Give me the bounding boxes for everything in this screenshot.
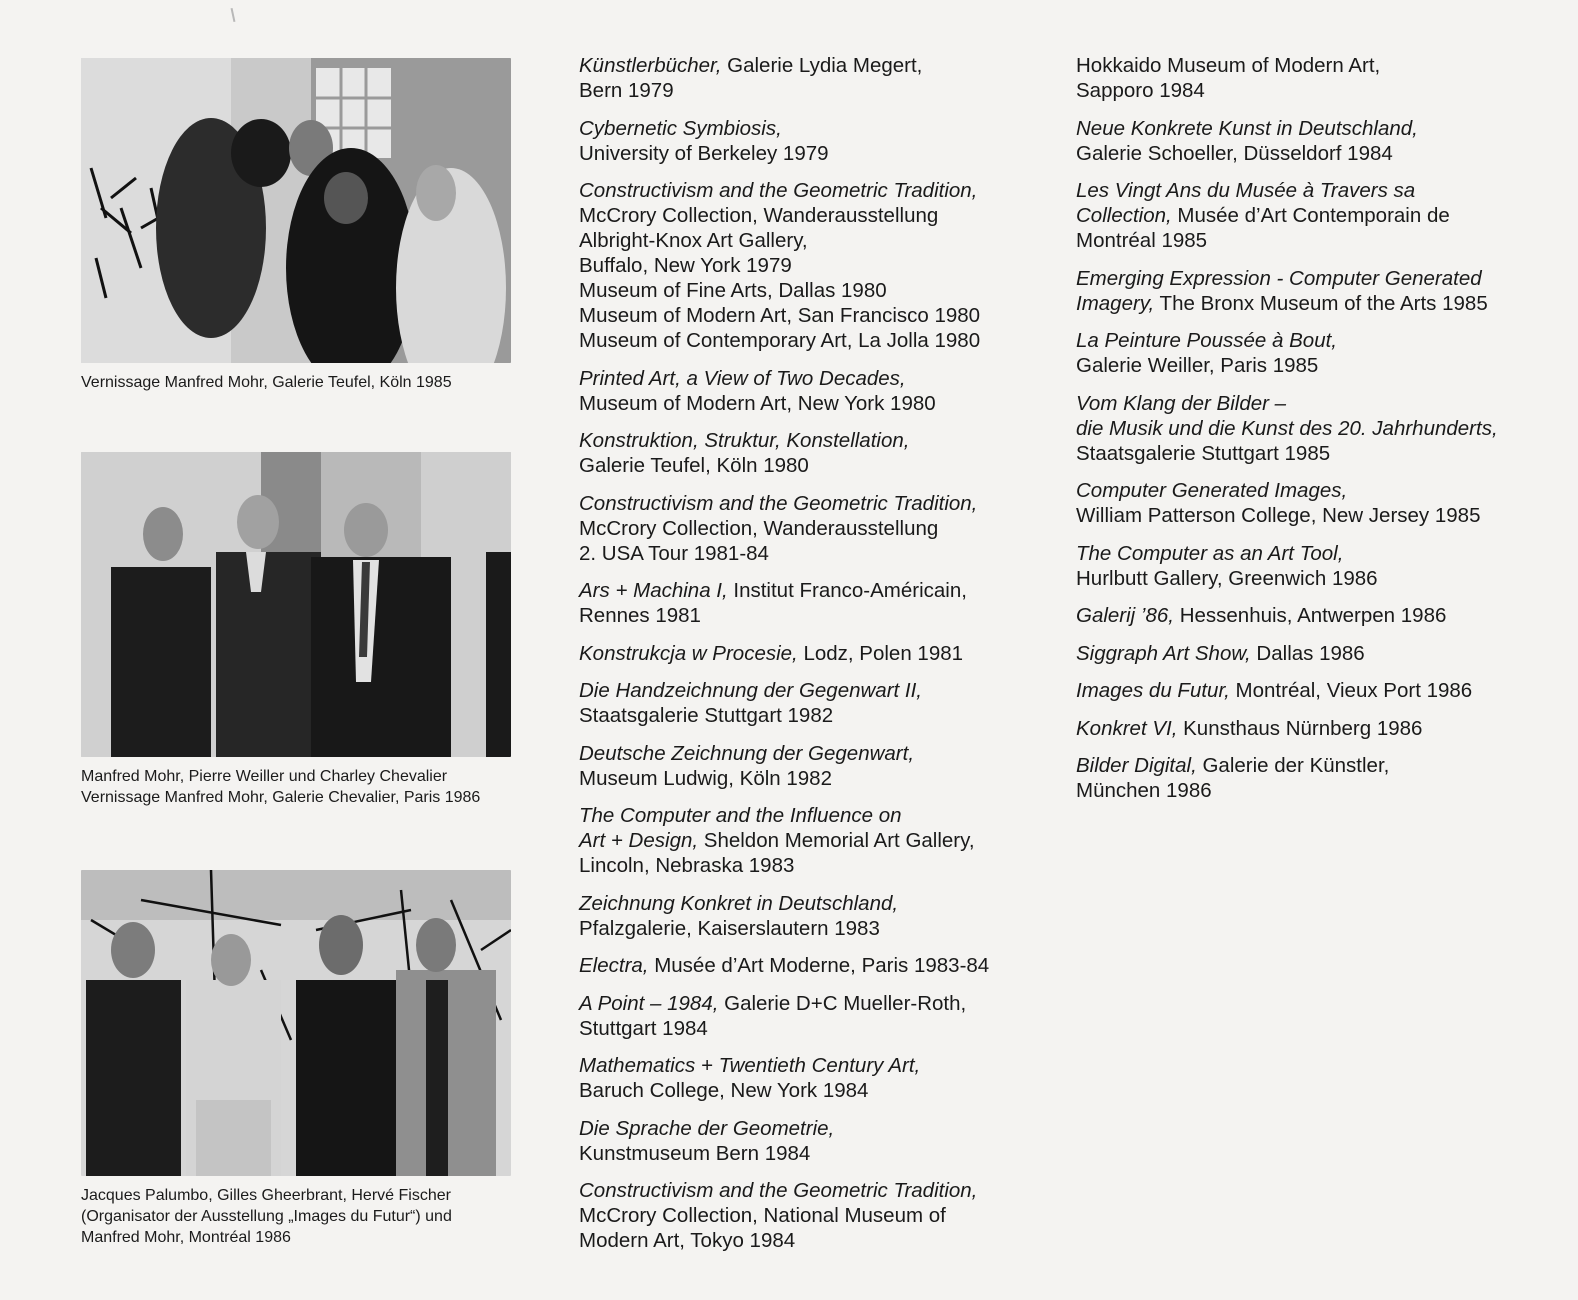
entry-line [579, 1228, 989, 1253]
exhibition-venue: Sheldon Memorial Art Gallery, [698, 829, 975, 852]
caption-line: Vernissage Manfred Mohr, Galerie Teufel, Köln 1985 [81, 374, 452, 391]
exhibition-entry [579, 116, 989, 166]
exhibition-venue: Dallas 1986 [1250, 641, 1365, 665]
exhibition-title: The Computer as an Art Tool, [1076, 541, 1344, 565]
entry-line [579, 1016, 989, 1041]
exhibition-entry [579, 678, 989, 728]
exhibition-entry [1076, 753, 1498, 803]
entry-line [1076, 503, 1498, 528]
exhibition-venue: Hessenhuis, Antwerpen 1986 [1174, 604, 1447, 627]
exhibition-venue: Staatsgalerie Stuttgart 1985 [1076, 441, 1331, 465]
exhibition-entry [1076, 603, 1498, 628]
exhibition-entry [579, 491, 989, 566]
exhibition-venue: Pfalzgalerie, Kaiserslautern 1983 [579, 916, 880, 940]
exhibition-venue: Rennes 1981 [579, 604, 701, 627]
exhibition-entry [1076, 178, 1498, 253]
exhibition-entry [1076, 541, 1498, 591]
exhibition-entry [1076, 678, 1498, 703]
exhibition-venue: Museum of Fine Arts, Dallas 1980 [579, 279, 887, 302]
caption-photo-2 [81, 766, 541, 808]
exhibition-venue: Albright-Knox Art Gallery, [579, 229, 808, 252]
exhibition-venue: Baruch College, New York 1984 [579, 1079, 869, 1102]
entry-line [579, 278, 989, 303]
exhibition-title: Emerging Expression - Computer Generated [1076, 266, 1482, 290]
exhibition-title: Bilder Digital, [1076, 754, 1197, 777]
entry-line [1076, 228, 1498, 253]
exhibition-venue: Sapporo 1984 [1076, 79, 1205, 102]
exhibition-entry [1076, 716, 1498, 741]
exhibition-title: Imagery, [1076, 291, 1155, 315]
entry-line [1076, 541, 1498, 566]
exhibition-venue: München 1986 [1076, 779, 1212, 802]
entry-line [579, 741, 989, 766]
exhibition-entry [579, 741, 989, 791]
entry-line [579, 803, 989, 828]
entry-line [579, 328, 989, 353]
caption-line: Manfred Mohr, Pierre Weiller und Charley Chevalier [81, 768, 448, 785]
entry-line [1076, 116, 1498, 141]
entry-line [1076, 291, 1498, 316]
exhibition-title: Electra, [579, 954, 649, 977]
entry-line [1076, 603, 1498, 628]
entry-line [579, 828, 989, 853]
entry-line [579, 1116, 989, 1141]
exhibition-venue: Kunstmuseum Bern 1984 [579, 1141, 811, 1165]
exhibition-entry [579, 53, 989, 103]
entry-line [579, 203, 989, 228]
entry-line [1076, 441, 1498, 466]
exhibition-title: Zeichnung Konkret in Deutschland, [579, 891, 899, 915]
exhibition-entry [1076, 641, 1498, 666]
entry-line [579, 253, 989, 278]
exhibition-title: Printed Art, a View of Two Decades, [579, 366, 906, 390]
exhibition-venue: Bern 1979 [579, 79, 674, 102]
entry-line [1076, 203, 1498, 228]
exhibition-venue: McCrory Collection, National Museum of [579, 1204, 946, 1227]
entry-line [579, 1203, 989, 1228]
exhibition-title: Deutsche Zeichnung der Gegenwart, [579, 741, 915, 765]
entry-line [579, 853, 989, 878]
entry-line [1076, 141, 1498, 166]
exhibition-venue: McCrory Collection, Wanderausstellung [579, 204, 939, 227]
exhibition-entry [1076, 328, 1498, 378]
exhibition-entry [579, 428, 989, 478]
entry-line [1076, 678, 1498, 703]
caption-photo-3 [81, 1185, 541, 1248]
entry-line [579, 391, 989, 416]
exhibition-entry [1076, 391, 1498, 466]
entry-line [579, 491, 989, 516]
exhibition-list-right [1076, 53, 1498, 816]
exhibition-entry [579, 1116, 989, 1166]
exhibition-venue: William Patterson College, New Jersey 1985 [1076, 504, 1481, 527]
exhibition-title: Konkret VI, [1076, 716, 1178, 740]
exhibition-title: Constructivism and the Geometric Tradition, [579, 491, 978, 515]
entry-line [579, 703, 989, 728]
exhibition-venue: Lincoln, Nebraska 1983 [579, 854, 795, 877]
exhibition-venue: University of Berkeley 1979 [579, 141, 829, 165]
exhibition-venue: Galerie Lydia Megert, [721, 54, 923, 77]
entry-line [1076, 778, 1498, 803]
entry-line [1076, 416, 1498, 441]
entry-line [579, 516, 989, 541]
entry-line [579, 766, 989, 791]
exhibition-title: Constructivism and the Geometric Tradition, [579, 179, 978, 202]
exhibition-entry [579, 953, 989, 978]
photo-montreal [81, 870, 511, 1176]
entry-line [579, 428, 989, 453]
exhibition-title: Künstlerbücher, [579, 54, 722, 77]
exhibition-venue: Montréal 1985 [1076, 229, 1208, 252]
entry-line [1076, 716, 1498, 741]
exhibition-venue: Modern Art, Tokyo 1984 [579, 1229, 796, 1252]
exhibition-entry [1076, 53, 1498, 103]
exhibition-entry [1076, 116, 1498, 166]
exhibition-title: Galerij ’86, [1076, 604, 1174, 627]
entry-line [579, 641, 989, 666]
exhibition-venue: Buffalo, New York 1979 [579, 254, 792, 277]
exhibition-venue: Musée d’Art Moderne, Paris 1983-84 [648, 954, 990, 977]
exhibition-entry [579, 1053, 989, 1103]
entry-line [579, 678, 989, 703]
exhibition-entry [1076, 266, 1498, 316]
entry-line [1076, 566, 1498, 591]
exhibition-venue: Galerie Teufel, Köln 1980 [579, 454, 809, 477]
entry-line [579, 178, 989, 203]
entry-line [579, 366, 989, 391]
entry-line [579, 1078, 989, 1103]
exhibition-title: Neue Konkrete Kunst in Deutschland, [1076, 116, 1418, 140]
photo-chevalier-paris [81, 452, 511, 757]
entry-line [1076, 753, 1498, 778]
exhibition-title: Computer Generated Images, [1076, 479, 1348, 502]
entry-line [579, 578, 989, 603]
exhibition-venue: The Bronx Museum of the Arts 1985 [1154, 291, 1488, 315]
scan-mark [231, 8, 236, 22]
exhibition-title: Die Sprache der Geometrie, [579, 1116, 835, 1140]
exhibition-venue: Hurlbutt Gallery, Greenwich 1986 [1076, 566, 1378, 590]
entry-line [1076, 641, 1498, 666]
entry-line [1076, 391, 1498, 416]
entry-line [579, 228, 989, 253]
entry-line [1076, 266, 1498, 291]
exhibition-venue: Kunsthaus Nürnberg 1986 [1177, 716, 1423, 740]
entry-line [579, 603, 989, 628]
exhibition-venue: Museum of Contemporary Art, La Jolla 1980 [579, 329, 981, 352]
exhibition-venue: 2. USA Tour 1981-84 [579, 541, 769, 565]
exhibition-title: Mathematics + Twentieth Century Art, [579, 1054, 921, 1077]
caption-photo-1 [81, 372, 541, 393]
exhibition-entry [579, 641, 989, 666]
entry-line [579, 53, 989, 78]
entry-line [579, 453, 989, 478]
exhibition-title: Images du Futur, [1076, 679, 1230, 702]
caption-line: Jacques Palumbo, Gilles Gheerbrant, Hervé Fischer [81, 1187, 451, 1204]
caption-line: Vernissage Manfred Mohr, Galerie Chevalier, Paris 1986 [81, 789, 481, 806]
entry-line [579, 891, 989, 916]
exhibition-title: Art + Design, [579, 829, 699, 852]
exhibition-title: Siggraph Art Show, [1076, 641, 1251, 665]
caption-line: (Organisator der Ausstellung „Images du Futur“) und [81, 1208, 452, 1225]
exhibition-venue: Hokkaido Museum of Modern Art, [1076, 54, 1381, 77]
exhibition-venue: McCrory Collection, Wanderausstellung [579, 516, 939, 540]
exhibition-venue: Galerie der Künstler, [1196, 754, 1390, 777]
exhibition-venue: Stuttgart 1984 [579, 1016, 708, 1040]
exhibition-entry [579, 1178, 989, 1253]
exhibition-venue: Museum Ludwig, Köln 1982 [579, 766, 832, 790]
exhibition-venue: Museum of Modern Art, New York 1980 [579, 391, 936, 415]
exhibition-title: Les Vingt Ans du Musée à Travers sa [1076, 179, 1416, 202]
entry-line [1076, 478, 1498, 503]
entry-line [579, 953, 989, 978]
exhibition-title: La Peinture Poussée à Bout, [1076, 329, 1337, 352]
entry-line [579, 303, 989, 328]
exhibition-venue: Museum of Modern Art, San Francisco 1980 [579, 304, 981, 327]
exhibition-entry [579, 178, 989, 353]
exhibition-venue: Lodz, Polen 1981 [797, 641, 964, 665]
entry-line [579, 78, 989, 103]
entry-line [1076, 178, 1498, 203]
exhibition-entry [579, 803, 989, 878]
caption-line: Manfred Mohr, Montréal 1986 [81, 1229, 291, 1246]
exhibition-list-middle [579, 53, 989, 1266]
exhibition-title: A Point – 1984, [579, 991, 719, 1015]
entry-line [1076, 353, 1498, 378]
exhibition-venue: Galerie Weiller, Paris 1985 [1076, 354, 1319, 377]
exhibition-venue: Montréal, Vieux Port 1986 [1229, 679, 1473, 702]
exhibition-title: Vom Klang der Bilder – [1076, 391, 1287, 415]
exhibition-title: die Musik und die Kunst des 20. Jahrhunderts, [1076, 416, 1498, 440]
entry-line [1076, 78, 1498, 103]
exhibition-entry [1076, 478, 1498, 528]
entry-line [1076, 328, 1498, 353]
exhibition-title: Collection, [1076, 204, 1172, 227]
exhibition-venue: Musée d’Art Contemporain de [1171, 204, 1450, 227]
exhibition-entry [579, 366, 989, 416]
exhibition-title: Constructivism and the Geometric Tradition, [579, 1179, 978, 1202]
exhibition-entry [579, 991, 989, 1041]
entry-line [579, 1178, 989, 1203]
entry-line [579, 1141, 989, 1166]
entry-line [579, 116, 989, 141]
entry-line [579, 916, 989, 941]
exhibition-venue: Staatsgalerie Stuttgart 1982 [579, 704, 834, 727]
exhibition-title: Konstrukcja w Procesie, [579, 641, 798, 665]
photo-vernissage-teufel [81, 58, 511, 363]
exhibition-entry [579, 891, 989, 941]
exhibition-venue: Galerie Schoeller, Düsseldorf 1984 [1076, 141, 1393, 165]
entry-line [1076, 53, 1498, 78]
exhibition-venue: Institut Franco-Américain, [727, 579, 967, 602]
exhibition-entry [579, 578, 989, 628]
entry-line [579, 1053, 989, 1078]
entry-line [579, 141, 989, 166]
exhibition-title: The Computer and the Influence on [579, 804, 902, 827]
entry-line [579, 991, 989, 1016]
entry-line [579, 541, 989, 566]
exhibition-venue: Galerie D+C Mueller-Roth, [718, 991, 967, 1015]
exhibition-title: Cybernetic Symbiosis, [579, 116, 782, 140]
exhibition-title: Ars + Machina I, [579, 579, 728, 602]
exhibition-title: Konstruktion, Struktur, Konstellation, [579, 429, 910, 452]
exhibition-title: Die Handzeichnung der Gegenwart II, [579, 679, 923, 702]
